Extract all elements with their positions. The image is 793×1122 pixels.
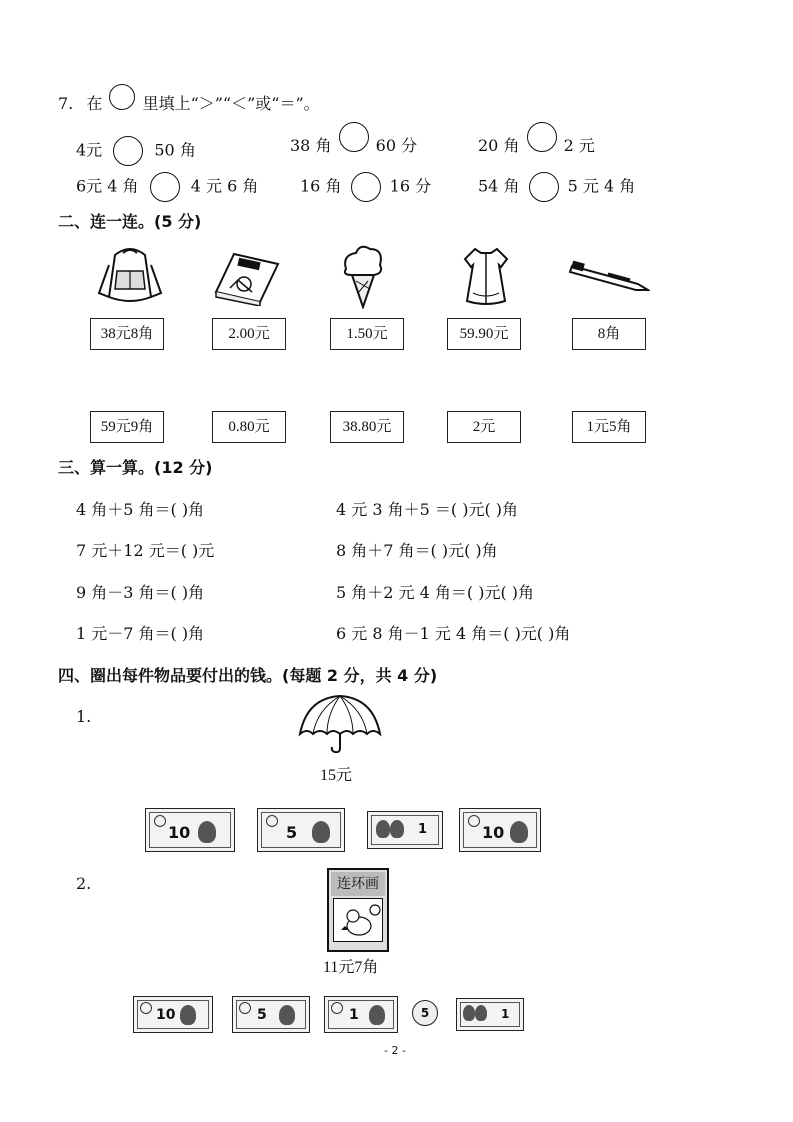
- compare-circle[interactable]: [113, 136, 143, 166]
- bill-denomination: 10: [168, 823, 191, 842]
- q7-right: 5 元 4 角: [567, 176, 636, 196]
- blank-circle-icon: [109, 84, 135, 110]
- coin-5-jiao[interactable]: [412, 1000, 438, 1026]
- q7-left: 38 角: [290, 136, 332, 155]
- section4-title: 四、圈出每件物品要付出的钱。(每题 2 分，共 4 分): [58, 666, 438, 685]
- calc-right-2: 8 角＋7 角＝( )元( )角: [336, 541, 498, 560]
- q7-item: [290, 136, 417, 156]
- bill-10-yuan[interactable]: [145, 808, 235, 852]
- price-box-bottom[interactable]: 59元9角: [90, 411, 164, 443]
- pen-icon: [568, 260, 650, 294]
- compare-circle[interactable]: [339, 122, 369, 152]
- section2-title: 二、连一连。(5 分): [58, 212, 202, 231]
- calc-right-3: 5 角＋2 元 4 角＝( )元( )角: [336, 583, 535, 602]
- q7-title-post: 里填上“＞”“＜”或“＝”。: [142, 94, 320, 113]
- umbrella-icon: [297, 694, 383, 754]
- bill-denomination: 1: [349, 1007, 359, 1023]
- bill-10-yuan[interactable]: [459, 808, 541, 852]
- bill-denomination: 5: [257, 1007, 267, 1023]
- calc-left-4: 1 元－7 角＝( )角: [76, 624, 205, 643]
- q2-number: 2.: [76, 874, 92, 893]
- bill-1-yuan[interactable]: [324, 996, 398, 1033]
- q7-right: 4 元 6 角: [190, 176, 259, 196]
- ice-cream-icon: [340, 243, 386, 309]
- dress-icon: [455, 245, 517, 307]
- bill-1-jiao[interactable]: [456, 998, 524, 1031]
- calc-right-4: 6 元 8 角－1 元 4 角＝( )元( )角: [336, 624, 571, 643]
- compare-circle[interactable]: [529, 172, 559, 202]
- q7-right: 50 角: [154, 140, 196, 160]
- bill-denomination: 5: [286, 823, 298, 842]
- price-box-top[interactable]: 38元8角: [90, 318, 164, 350]
- page-number: - 2 -: [384, 1044, 406, 1057]
- price-box-top[interactable]: 59.90元: [447, 318, 521, 350]
- q7-right: 60 分: [375, 136, 418, 155]
- compare-circle[interactable]: [351, 172, 381, 202]
- calc-right-1: 4 元 3 角＋5 ＝( )元( )角: [336, 500, 519, 519]
- q7-number: 7.: [58, 94, 74, 113]
- calc-left-1: 4 角＋5 角＝( )角: [76, 500, 205, 519]
- q7-right: 2 元: [563, 136, 595, 155]
- q1-price: 15元: [320, 767, 353, 784]
- q7-left: 4元: [76, 140, 103, 160]
- price-box-top[interactable]: 8角: [572, 318, 646, 350]
- price-box-bottom[interactable]: 2元: [447, 411, 521, 443]
- q2-price: 11元7角: [323, 959, 379, 976]
- bill-1-yuan[interactable]: [367, 811, 443, 849]
- price-box-top[interactable]: 1.50元: [330, 318, 404, 350]
- bill-5-yuan[interactable]: [232, 996, 310, 1033]
- q7-left: 6元 4 角: [76, 176, 139, 196]
- q7-item: [300, 172, 431, 202]
- bill-denomination: 10: [156, 1007, 176, 1023]
- section3-title: 三、算一算。(12 分): [58, 458, 213, 477]
- compare-circle[interactable]: [527, 122, 557, 152]
- comic-book-icon: [327, 868, 389, 952]
- calc-left-2: 7 元＋12 元＝( )元: [76, 541, 215, 560]
- price-box-bottom[interactable]: 38.80元: [330, 411, 404, 443]
- bill-5-yuan[interactable]: [257, 808, 345, 852]
- q7-item: [478, 136, 595, 156]
- q7-left: 20 角: [478, 136, 520, 155]
- price-box-top[interactable]: 2.00元: [212, 318, 286, 350]
- q7-item: [76, 172, 258, 202]
- backpack-icon: [95, 245, 165, 307]
- bill-denomination: 1: [501, 1007, 510, 1021]
- q7-left: 54 角: [478, 176, 520, 196]
- comic-book-title: 连环画: [331, 872, 385, 896]
- compare-circle[interactable]: [150, 172, 180, 202]
- calc-left-3: 9 角－3 角＝( )角: [76, 583, 205, 602]
- q7-title-pre: 在: [86, 94, 103, 113]
- bill-denomination: 1: [418, 822, 428, 837]
- q1-number: 1.: [76, 707, 92, 726]
- bill-denomination: 10: [482, 823, 505, 842]
- price-box-bottom[interactable]: 0.80元: [212, 411, 286, 443]
- q7-left: 16 角: [300, 176, 342, 196]
- q7-right: 16 分: [389, 176, 432, 196]
- q7-item: [76, 136, 196, 166]
- price-box-bottom[interactable]: 1元5角: [572, 411, 646, 443]
- q7-item: [478, 172, 635, 202]
- book-icon: [212, 250, 282, 306]
- q7-title: [58, 94, 320, 114]
- coin-denomination: 5: [420, 1006, 430, 1020]
- bill-10-yuan[interactable]: [133, 996, 213, 1033]
